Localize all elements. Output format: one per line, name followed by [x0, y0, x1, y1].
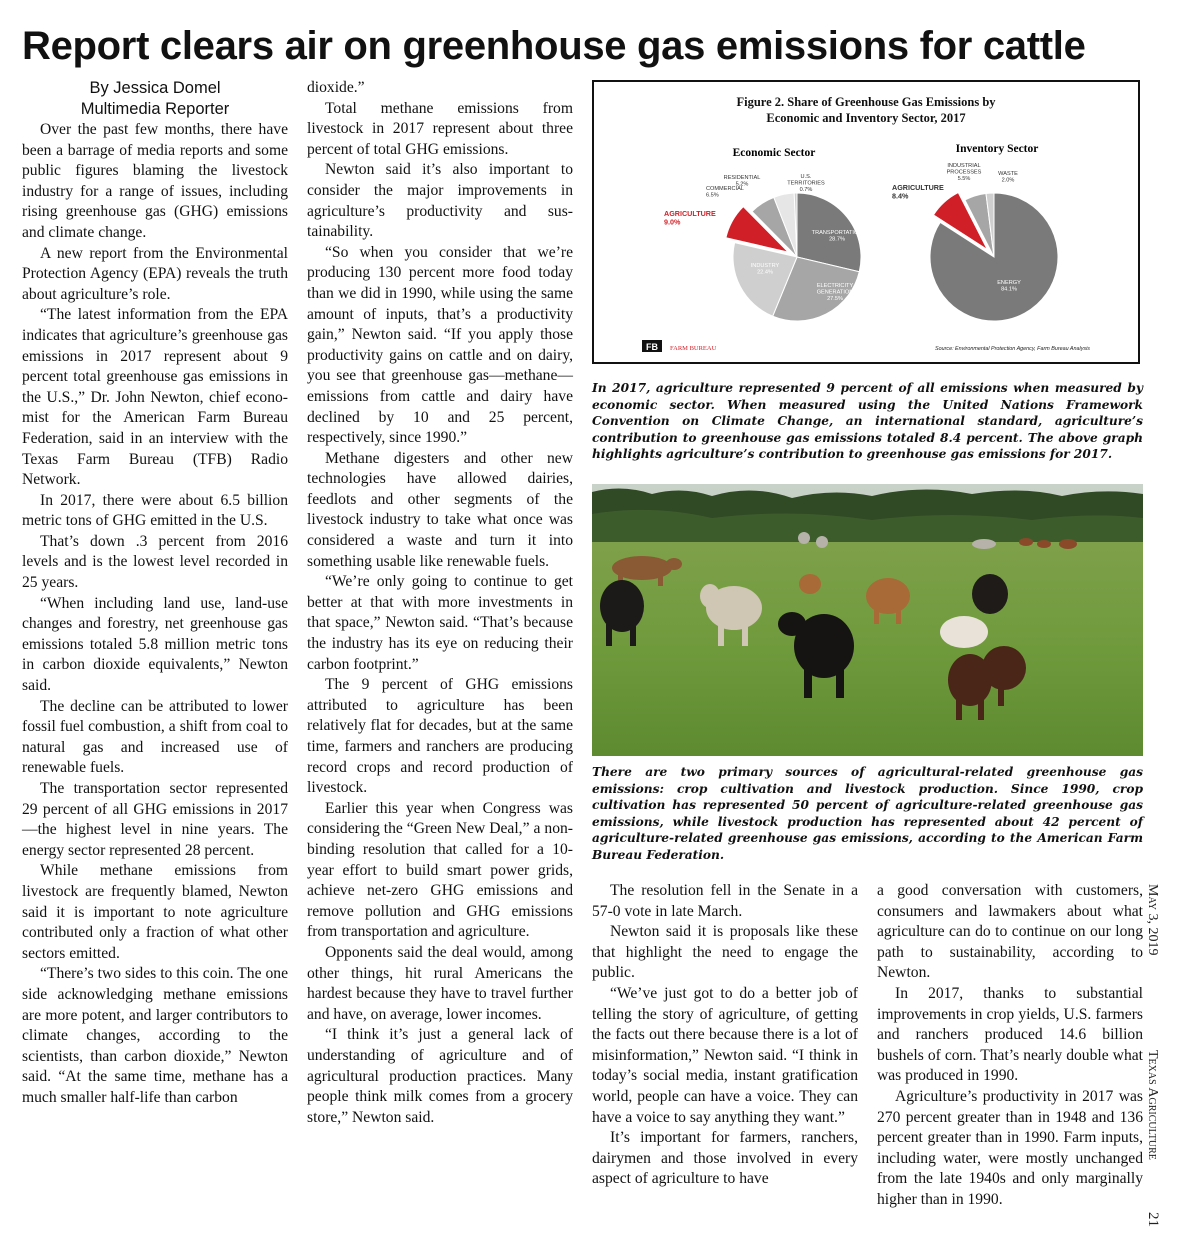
article-column-3	[592, 881, 858, 1190]
paragraph: Newton said it is proposals like these that highlight the need to engage the public.	[592, 923, 858, 982]
paragraph: The transportation sector represented 29 percent of all GHG emissions in 2017—the highest level in nine years. The energy sector represented 28 percent.	[22, 780, 288, 859]
inventory-sector-title: Inventory Sector	[955, 143, 1039, 155]
page-number: 21	[1145, 1212, 1161, 1227]
article-column-1	[22, 78, 288, 1109]
paragraph: dioxide.”	[307, 79, 365, 96]
byline-author: By Jessica Domel	[89, 79, 221, 97]
paragraph: The 9 percent of GHG emissions attributed to agriculture has been relatively flat for decades, but at the same time, farmers and ranchers are producing record crops and record production of livestock.	[307, 676, 573, 797]
farm-bureau-logo-letters: FB	[646, 342, 658, 352]
paragraph: “There’s two sides to this coin. The one side acknowledging methane emissions are more potent, and larger contributors to climate changes, according to the scientists, than carbon dioxide,” Newton said. “At the same time, methane has a much smaller half-life than carbon	[22, 965, 288, 1106]
paragraph: While methane emissions from livestock are frequently blamed, Newton said it is important to note agriculture contributed only a fraction of what other sectors emitted.	[22, 862, 288, 962]
pie-label-industrial-processes: INDUSTRIAL PROCESSES 5.5%	[946, 163, 982, 183]
paragraph: In 2017, there were about 6.5 billion metric tons of GHG emitted in the U.S.	[22, 491, 288, 530]
byline-role: Multimedia Reporter	[80, 100, 230, 118]
article-column-2	[307, 78, 573, 1128]
pie-label-agriculture: AGRICULTURE 9.0%	[664, 209, 716, 227]
economic-sector-title: Economic Sector	[732, 147, 816, 159]
figure-title-line-2: Economic and Inventory Sector, 2017	[766, 111, 966, 125]
figure-title-line-1: Figure 2. Share of Greenhouse Gas Emissions by	[736, 95, 996, 109]
paragraph: “We’re only going to continue to get better at that with more investments in that space,” Newton said. “That’s because the industry has its eye on reducing their carbon footprint.”	[307, 573, 573, 673]
publication-name: Texas Agriculture	[1145, 1050, 1160, 1160]
pie-label-industry: INDUSTRY 22.4%	[750, 263, 780, 276]
pie-charts	[594, 82, 1138, 362]
paragraph: “The latest information from the EPA indicates that agriculture’s greenhouse gas emissions in 2017 represent about 9 percent total greenhouse gas emissions in the U.S.,” Dr. John Newton, chief economist for the American Farm Bureau Federation, said in an interview with the Texas Farm Bureau (TFB) Radio Network.	[22, 306, 288, 489]
paragraph: Earlier this year when Congress was considering the “Green New Deal,” a non-binding resolution that called for a 10-year effort to build smart power grids, achieve net-zero GHG emissions and remove pollution and GHG emissions from transportation and agriculture.	[307, 799, 573, 941]
paragraph: Agriculture’s productivity in 2017 was 270 percent greater than in 1948 and 136 percent greater than in 1990. Farm inputs, including water, were mostly unchanged from the late 1940s and only marginally higher than in 1990.	[877, 1087, 1143, 1208]
paragraph: It’s important for farmers, ranchers, dairymen and those involved in every aspect of agriculture to have	[592, 1129, 858, 1188]
pie-label-transportation: TRANSPORTATION 28.7%	[811, 230, 863, 243]
paragraph: The resolution fell in the Senate in a 57-0 vote in late March.	[592, 882, 858, 920]
pie-label-electricity-generation: ELECTRICITY GENERATION 27.5%	[816, 283, 854, 303]
headline: Report clears air on greenhouse gas emissions for cattle	[22, 24, 1086, 68]
paragraph: Total methane emissions from livestock in 2017 represent about three percent of total GHG emissions.	[307, 99, 573, 158]
figure-caption: In 2017, agriculture represented 9 percent of all emissions when measured by economic sector. When measured using the United Nations Framework Convention on Climate Change, an international standard, agriculture’s contribution to greenhouse gas emissions totaled 8.4 percent. The above graph highlights agriculture’s contribution to greenhouse gas emissions for 2017.	[592, 381, 1143, 462]
paragraph: Over the past few months, there have been a barrage of media reports and some public figures blaming the livestock industry for a range of issues, including rising greenhouse gas (GHG) emissions and climate change.	[22, 121, 288, 241]
emissions-figure	[592, 80, 1140, 364]
paragraph: a good conversation with customers, consumers and lawmakers about what agriculture can do to continue on our long path to sustainability, according to Newton.	[877, 882, 1143, 982]
cattle-photo-illustration	[592, 484, 1143, 756]
issue-date: May 3, 2019	[1145, 884, 1160, 956]
paragraph: In 2017, thanks to substantial improvements in crop yields, U.S. farmers and ranchers produced 14.6 billion bushels of corn. That’s nearly double what was produced in 1990.	[877, 984, 1143, 1085]
pie-label-commercial: COMMERCIAL 6.5%	[706, 186, 744, 199]
pie-label-agriculture: AGRICULTURE 8.4%	[892, 183, 944, 201]
cattle-photo	[592, 484, 1143, 756]
farm-bureau-logo-text: FARM BUREAU	[670, 345, 717, 352]
paragraph: A new report from the Environmental Protection Agency (EPA) reveals the truth about agriculture’s role.	[22, 244, 288, 303]
pie-label-energy: ENERGY 84.1%	[997, 280, 1021, 293]
photo-caption: There are two primary sources of agricultural-related greenhouse gas emissions: crop cultivation and livestock production. Since 1990, crop cultivation has represented 50 percent of agriculture-related greenhouse gas emissions, while livestock production has represented about 42 percent of agriculture-related greenhouse gas emissions, according to the American Farm Bureau Federation.	[592, 765, 1143, 862]
paragraph: Opponents said the deal would, among other things, hit rural Americans the hardest because they have to travel further and have, on average, lower incomes.	[307, 943, 573, 1023]
farm-bureau-logo	[642, 340, 717, 352]
figure-source: Source: Environmental Protection Agency, Farm Bureau Analysis	[934, 346, 1090, 352]
paragraph: Methane digesters and other new technologies have allowed dairies, feedlots and other segments of the livestock industry to take what once was considered a waste and turn it into something usable like renewable fuels.	[307, 449, 573, 570]
paragraph: That’s down .3 percent from 2016 levels and is the lowest level recorded in 25 years.	[22, 532, 288, 592]
pie-label-waste: WASTE 2.0%	[998, 171, 1018, 184]
paragraph: “I think it’s just a general lack of understanding of agriculture and of agricultural production practices. Many people think milk comes from a grocery store,” Newton said.	[307, 1026, 573, 1126]
pie-label-residential: RESIDENTIAL 5.2%	[723, 175, 761, 188]
article-column-4	[877, 881, 1143, 1211]
paragraph: The decline can be attributed to lower fossil fuel combustion, a shift from coal to natural gas and increased use of renewable fuels.	[22, 697, 288, 777]
pie-label-u-s-territories: U.S. TERRITORIES 0.7%	[787, 174, 825, 194]
paragraph: “So when you consider that we’re producing 130 percent more food today than we did in 1990, while using the same amount of inputs, that’s a productivity gain,” Newton said. “If you apply those productivity gains on cattle and on dairy, you see that greenhouse gas—methane—emissions from cattle and dairy have declined by 10 and 25 percent, respectively, since 1990.”	[307, 243, 573, 447]
paragraph: “We’ve just got to do a better job of telling the story of agriculture, of getting the facts out there because there is a lot of misinformation,” Newton said. “I think in today’s social media, instant gratification world, people can have a voice. They can have a voice to say anything they want.”	[592, 984, 858, 1126]
paragraph: “When including land use, land-use changes and forestry, net greenhouse gas emissions totaled 5.8 million metric tons in carbon dioxide equivalents,” Newton said.	[22, 594, 288, 695]
paragraph: Newton said it’s also important to consider the major improvements in agriculture’s productivity and sustainability.	[307, 161, 573, 241]
